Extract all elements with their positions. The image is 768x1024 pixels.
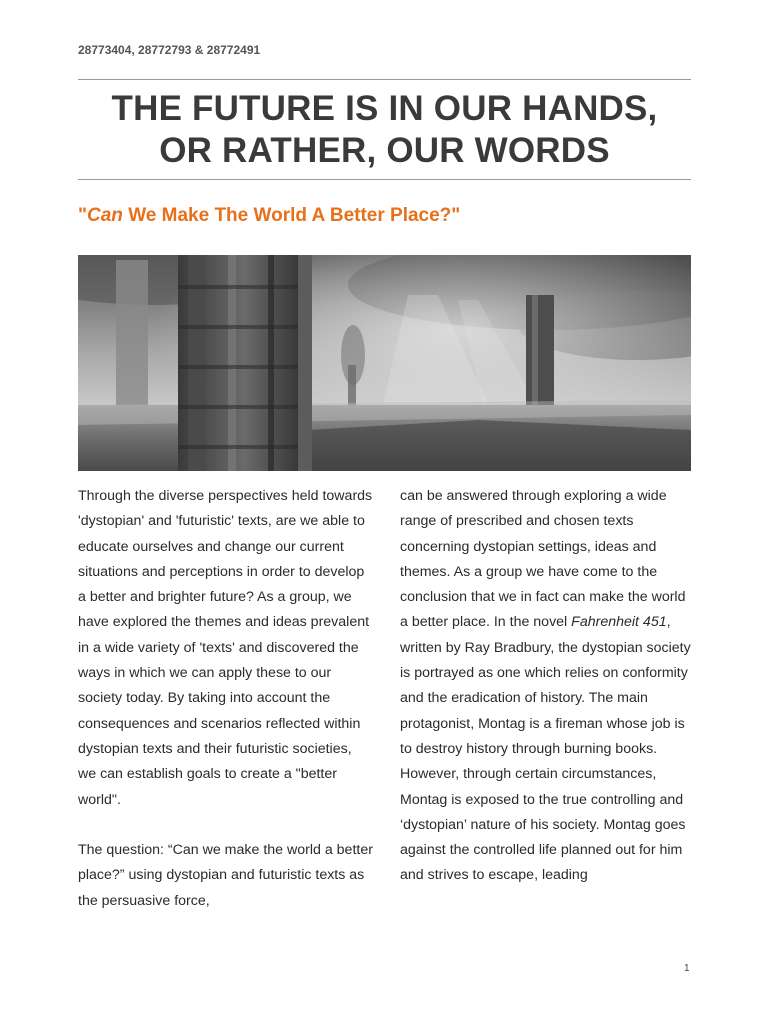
dystopian-city-image bbox=[78, 255, 691, 471]
right-text-part-2: , written by Ray Bradbury, the dystopian society is portrayed as one which relies on conformity and the eradication of history. The main protagonist, Montag is a fireman whose job is to destroy history through burning books. However, through certain circumstances, Montag is exposed to the true controlling and ‘dystopian’ nature of his society. Montag goes against the controlled life planned out for him and strives to escape, leading bbox=[400, 614, 691, 884]
book-title: Fahrenheit 451 bbox=[571, 614, 667, 631]
left-paragraph-1: Through the diverse perspectives held towards 'dystopian' and 'futuristic' texts, are we able to educate ourselves and change our current situations and perceptions in order to develop a better and brighter future? As a group, we have explored the themes and ideas prevalent in a wide variety of 'texts' and discovered the ways in which we can apply these to our society today. By taking into account the consequences and scenarios reflected within dystopian texts and their futuristic societies, we can establish goals to create a "better world". bbox=[78, 488, 373, 808]
student-ids: 28773404, 28772793 & 28772491 bbox=[78, 43, 261, 57]
subtitle-open-quote: " bbox=[78, 205, 88, 226]
left-paragraph-2: The question: “Can we make the world a better place?” using dystopian and futuristic texts as the persuasive force, bbox=[78, 842, 373, 909]
top-divider bbox=[78, 79, 691, 80]
subtitle-italic-word: Can bbox=[87, 205, 123, 226]
title-line-1: THE FUTURE IS IN OUR HANDS, bbox=[111, 89, 658, 128]
page-number: 1 bbox=[684, 963, 690, 974]
title-divider bbox=[78, 179, 691, 180]
right-text-part-1: can be answered through exploring a wide range of prescribed and chosen texts concerning dystopian settings, ideas and themes. As a group we have come to the conclusion that we in fact can make the world a better place. In the novel bbox=[400, 488, 686, 631]
right-paragraph bbox=[400, 484, 695, 889]
subtitle bbox=[78, 205, 460, 227]
page-title bbox=[78, 88, 691, 172]
subtitle-rest: We Make The World A Better Place?" bbox=[122, 205, 461, 226]
right-column bbox=[400, 484, 695, 889]
left-column bbox=[78, 484, 373, 914]
title-line-2: OR RATHER, OUR WORDS bbox=[159, 131, 610, 170]
